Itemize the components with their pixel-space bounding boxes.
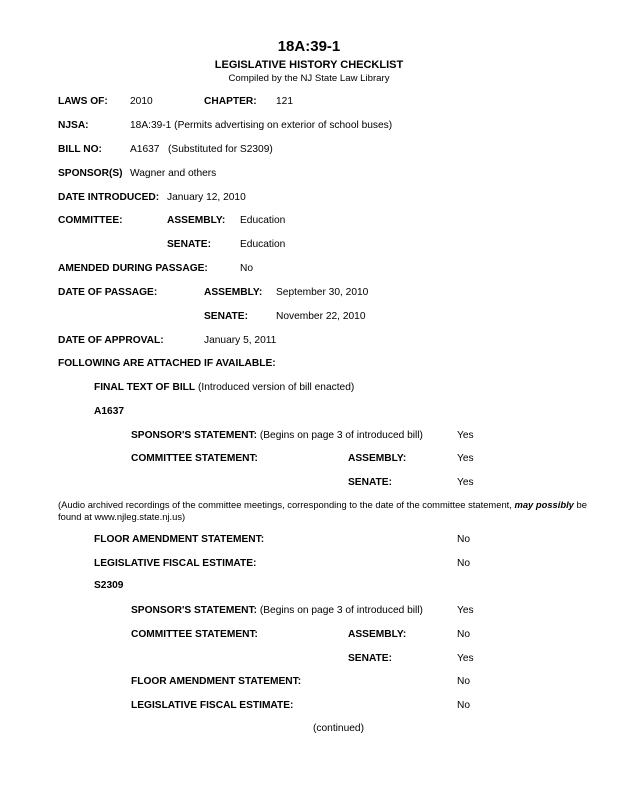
laws-of-label: LAWS OF: <box>58 96 108 107</box>
date-of-approval-value: January 5, 2011 <box>204 335 277 346</box>
s2309-sponsor-value: Yes <box>457 605 474 616</box>
s2309-floor-value: No <box>457 676 471 687</box>
date-of-passage-label: DATE OF PASSAGE: <box>58 287 158 298</box>
s2309-heading: S2309 <box>94 580 124 591</box>
bill-no-note: (Substituted for S2309) <box>168 144 273 155</box>
continued-footer: (continued) <box>313 723 364 734</box>
audio-note-part2: be found at www.njleg.state.nj.us) <box>58 499 587 522</box>
date-introduced-value: January 12, 2010 <box>167 192 246 203</box>
amended-value: No <box>240 263 254 274</box>
s2309-fiscal-label: LEGISLATIVE FISCAL ESTIMATE: <box>131 700 294 711</box>
bill-no-value: A1637 <box>130 144 160 155</box>
a1637-assembly-label: ASSEMBLY: <box>348 453 407 464</box>
amended-label: AMENDED DURING PASSAGE: <box>58 263 208 274</box>
final-text-label: FINAL TEXT OF BILL <box>94 382 196 393</box>
s2309-sponsor-row <box>131 605 423 617</box>
audio-note <box>58 499 604 522</box>
date-introduced-label: DATE INTRODUCED: <box>58 192 160 203</box>
s2309-sponsor-label: SPONSOR'S STATEMENT: <box>131 605 257 616</box>
audio-note-part1: (Audio archived recordings of the committee meetings, corresponding to the date of the committee statement, <box>58 499 515 510</box>
floor-amendment-value: No <box>457 534 471 545</box>
committee-assembly-value: Education <box>240 215 286 226</box>
njsa-label: NJSA: <box>58 120 89 131</box>
s2309-senate-value: Yes <box>457 653 474 664</box>
chapter-label: CHAPTER: <box>204 96 257 107</box>
fiscal-estimate-label: LEGISLATIVE FISCAL ESTIMATE: <box>94 558 257 569</box>
fiscal-estimate-value: No <box>457 558 471 569</box>
s2309-floor-label: FLOOR AMENDMENT STATEMENT: <box>131 676 302 687</box>
committee-senate-label: SENATE: <box>167 239 211 250</box>
passage-senate-value: November 22, 2010 <box>276 311 366 322</box>
s2309-senate-label: SENATE: <box>348 653 392 664</box>
audio-note-emphasis: may possibly <box>514 499 574 510</box>
a1637-senate-label: SENATE: <box>348 477 392 488</box>
s2309-sponsor-note: (Begins on page 3 of introduced bill) <box>259 605 423 616</box>
floor-amendment-label: FLOOR AMENDMENT STATEMENT: <box>94 534 265 545</box>
s2309-assembly-value: No <box>457 629 471 640</box>
final-text-row <box>94 382 354 394</box>
a1637-heading: A1637 <box>94 406 125 417</box>
passage-assembly-label: ASSEMBLY: <box>204 287 263 298</box>
s2309-fiscal-value: No <box>457 700 471 711</box>
attached-heading: FOLLOWING ARE ATTACHED IF AVAILABLE: <box>58 358 276 369</box>
page-title: 18A:39-1 <box>277 38 341 55</box>
sponsors-value: Wagner and others <box>130 168 217 179</box>
passage-assembly-value: September 30, 2010 <box>276 287 369 298</box>
laws-of-value: 2010 <box>130 96 153 107</box>
compiled-by: Compiled by the NJ State Law Library <box>228 73 390 84</box>
chapter-value: 121 <box>276 96 293 107</box>
s2309-committee-label: COMMITTEE STATEMENT: <box>131 629 258 640</box>
a1637-sponsor-row <box>131 430 423 442</box>
final-text-note: (Introduced version of bill enacted) <box>197 382 355 393</box>
a1637-assembly-value: Yes <box>457 453 474 464</box>
date-of-approval-label: DATE OF APPROVAL: <box>58 335 164 346</box>
sponsors-label: SPONSOR(S) <box>58 168 123 179</box>
a1637-senate-value: Yes <box>457 477 474 488</box>
a1637-sponsor-value: Yes <box>457 430 474 441</box>
a1637-committee-label: COMMITTEE STATEMENT: <box>131 453 258 464</box>
s2309-assembly-label: ASSEMBLY: <box>348 629 407 640</box>
committee-assembly-label: ASSEMBLY: <box>167 215 226 226</box>
page-subtitle: LEGISLATIVE HISTORY CHECKLIST <box>214 59 404 71</box>
bill-no-label: BILL NO: <box>58 144 102 155</box>
njsa-value: 18A:39-1 (Permits advertising on exterior of school buses) <box>130 120 393 131</box>
passage-senate-label: SENATE: <box>204 311 248 322</box>
a1637-sponsor-note: (Begins on page 3 of introduced bill) <box>259 430 423 441</box>
committee-label: COMMITTEE: <box>58 215 123 226</box>
committee-senate-value: Education <box>240 239 286 250</box>
a1637-sponsor-label: SPONSOR'S STATEMENT: <box>131 430 257 441</box>
